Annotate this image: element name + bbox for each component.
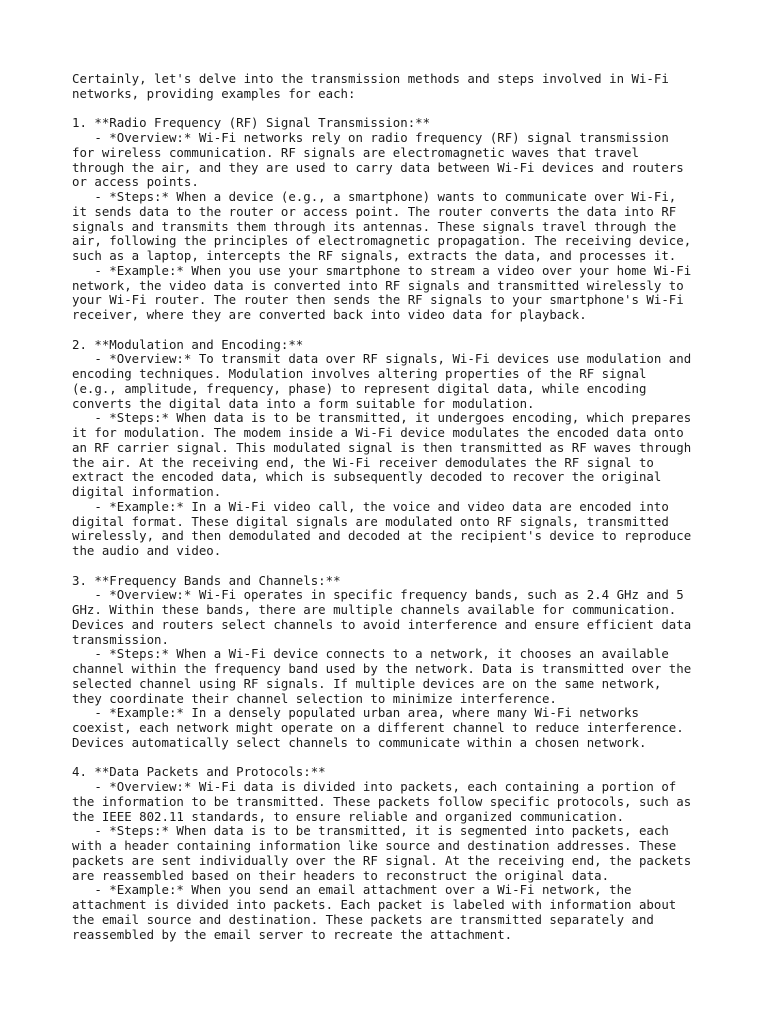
- document-line: signals and transmits them through its antennas. These signals travel through the: [72, 218, 677, 234]
- document-line: the IEEE 802.11 standards, to ensure reliable and organized communication.: [72, 808, 625, 824]
- document-line: Certainly, let's delve into the transmission methods and steps involved in Wi-Fi: [72, 71, 669, 86]
- document-line: air, following the principles of electromagnetic propagation. The receiving device,: [72, 233, 692, 249]
- document-line: channel within the frequency band used by the network. Data is transmitted over the: [72, 661, 692, 676]
- document-line: - *Example:* In a Wi-Fi video call, the voice and video data are encoded into: [72, 498, 669, 514]
- document-line: it for modulation. The modem inside a Wi-Fi device modulates the encoded data onto: [72, 425, 684, 440]
- document-line: for wireless communication. RF signals are electromagnetic waves that travel: [72, 144, 639, 160]
- document-line: - *Example:* When you use your smartphone to stream a video over your home Wi-Fi: [72, 262, 692, 278]
- document-line: - *Overview:* To transmit data over RF signals, Wi-Fi devices use modulation and: [72, 351, 692, 367]
- document-line: - *Steps:* When a Wi-Fi device connects to a network, it chooses an available: [72, 646, 669, 662]
- document-line: - *Overview:* Wi-Fi data is divided into packets, each containing a portion of: [72, 779, 677, 794]
- document-line: - *Steps:* When a device (e.g., a smartphone) wants to communicate over Wi-Fi,: [72, 189, 677, 204]
- document-line: coexist, each network might operate on a different channel to reduce interference.: [72, 720, 684, 735]
- document-line: wirelessly, and then demodulated and decoded at the recipient's device to reproduce: [72, 528, 692, 544]
- document-line: - *Example:* In a densely populated urban area, where many Wi-Fi networks: [72, 705, 639, 721]
- document-line: GHz. Within these bands, there are multiple channels available for communication.: [72, 602, 677, 617]
- document-line: - *Overview:* Wi-Fi networks rely on radio frequency (RF) signal transmission: [72, 130, 669, 145]
- document-line: encoding techniques. Modulation involves altering properties of the RF signal: [72, 366, 647, 381]
- document-line: 3. **Frequency Bands and Channels:**: [72, 572, 341, 588]
- document-line: - *Overview:* Wi-Fi operates in specific frequency bands, such as 2.4 GHz and 5: [72, 587, 684, 603]
- document-line: (e.g., amplitude, frequency, phase) to represent digital data, while encoding: [72, 380, 647, 396]
- document-line: [72, 323, 712, 338]
- document-line: or access points.: [72, 174, 199, 190]
- document-line: - *Steps:* When data is to be transmitted, it undergoes encoding, which prepares: [72, 410, 692, 426]
- document-line: an RF carrier signal. This modulated signal is then transmitted as RF waves through: [72, 439, 692, 455]
- document-line: digital format. These digital signals are modulated onto RF signals, transmitted: [72, 513, 669, 529]
- document-line: the audio and video.: [72, 543, 222, 558]
- document-line: 1. **Radio Frequency (RF) Signal Transmission:**: [72, 115, 431, 131]
- document-line: receiver, where they are converted back into video data for playback.: [72, 307, 587, 322]
- document-line: your Wi-Fi router. The router then sends the RF signals to your smartphone's Wi-Fi: [72, 292, 684, 308]
- document-line: the email source and destination. These packets are transmitted separately and: [72, 911, 654, 927]
- document-line: transmission.: [72, 631, 169, 647]
- document-line: Devices automatically select channels to communicate within a chosen network.: [72, 734, 647, 750]
- document-line: such as a laptop, intercepts the RF signals, extracts the data, and processes it.: [72, 248, 677, 263]
- document-line: through the air, and they are used to carry data between Wi-Fi devices and routers: [72, 159, 684, 175]
- document-line: 4. **Data Packets and Protocols:**: [72, 764, 326, 780]
- document-line: networks, providing examples for each:: [72, 85, 356, 101]
- document-body: [72, 72, 712, 942]
- document-line: they coordinate their channel selection to minimize interference.: [72, 690, 557, 706]
- document-line: 2. **Modulation and Encoding:**: [72, 336, 304, 352]
- document-line: digital information.: [72, 484, 222, 499]
- document-line: attachment is divided into packets. Each packet is labeled with information about: [72, 897, 677, 912]
- document-line: packets are sent individually over the RF signal. At the receiving end, the packets: [72, 852, 692, 868]
- document-line: Devices and routers select channels to avoid interference and ensure efficient data: [72, 616, 692, 632]
- document-line: - *Steps:* When data is to be transmitted, it is segmented into packets, each: [72, 823, 669, 839]
- document-line: converts the digital data into a form suitable for modulation.: [72, 395, 535, 411]
- document-line: extract the encoded data, which is subsequently decoded to recover the original: [72, 469, 662, 485]
- document-line: it sends data to the router or access point. The router converts the data into RF: [72, 203, 677, 219]
- document-line: [72, 102, 712, 117]
- document-line: are reassembled based on their headers to reconstruct the original data.: [72, 867, 610, 883]
- document-line: [72, 559, 712, 574]
- document-line: the air. At the receiving end, the Wi-Fi receiver demodulates the RF signal to: [72, 454, 654, 470]
- document-line: reassembled by the email server to recreate the attachment.: [72, 926, 513, 942]
- document-line: selected channel using RF signals. If multiple devices are on the same network,: [72, 675, 662, 691]
- document-line: [72, 751, 712, 766]
- document-line: with a header containing information like source and destination addresses. These: [72, 838, 677, 853]
- document-line: network, the video data is converted into RF signals and transmitted wirelessly to: [72, 277, 684, 293]
- document-line: the information to be transmitted. These packets follow specific protocols, such as: [72, 793, 692, 809]
- document-line: - *Example:* When you send an email attachment over a Wi-Fi network, the: [72, 882, 632, 898]
